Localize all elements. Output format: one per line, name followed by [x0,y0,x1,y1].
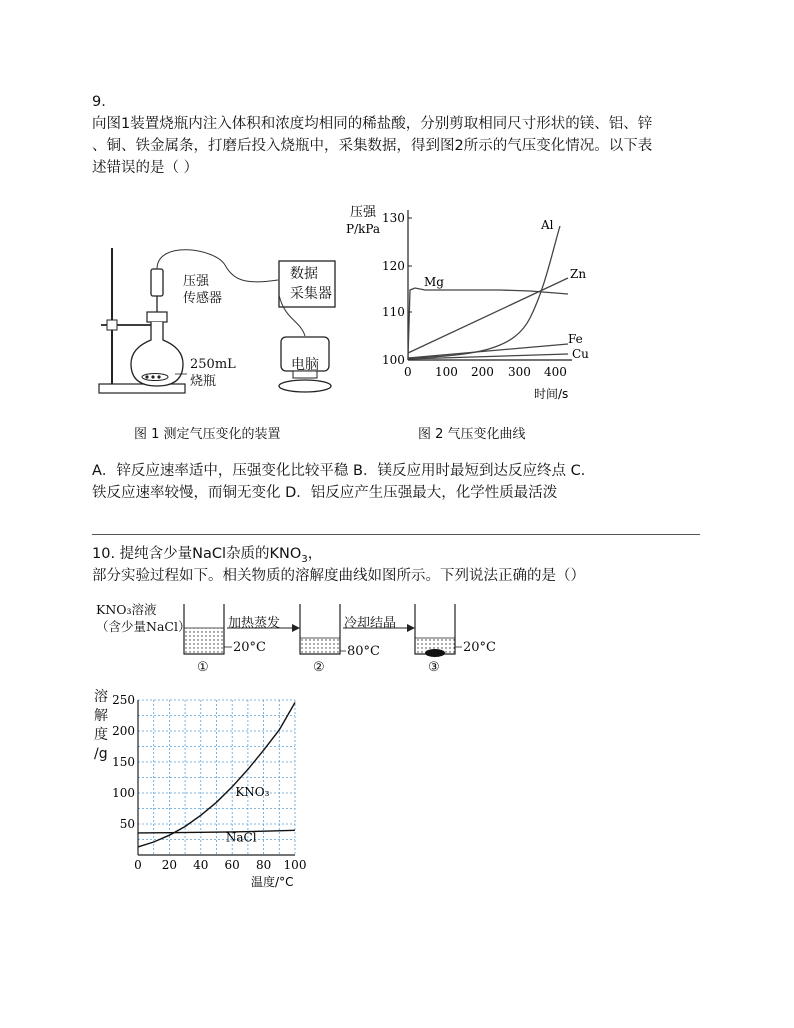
q9-stem-line2: 、铜、铁金属条，打磨后投入烧瓶中，采集数据，得到图2所示的气压变化情况。以下表 [92,138,653,154]
q9-number: 9. [92,94,106,110]
zn-label: Zn [570,267,587,281]
step1-label: 加热蒸发 [228,616,281,631]
series-label-nacl: NaCl [225,830,257,845]
series-label-kno3: KNO₃ [235,785,270,800]
temp1-label: 20°C [233,640,266,655]
cu-label: Cu [572,347,589,361]
solubility-ylabel: 溶 解 度 /g [94,689,108,762]
q9-stem-line3: 述错误的是（ ） [92,160,199,176]
sensor-label [183,273,222,307]
solution-label [96,601,190,635]
q10-stem-suffix: ， [307,546,323,562]
step-num-2: ② [313,660,325,675]
y-tick-label: 50 [119,817,135,831]
temp2-label: 80°C [347,644,380,659]
pressure-ylabel-2: P/kPa [346,222,381,236]
x-axis-label: 温度/°C [251,875,294,889]
x-tick-label: 100 [283,858,307,872]
y-tick-label: 150 [112,755,135,769]
pressure-xtick: 0 [404,365,412,379]
mg-curve [408,288,568,358]
collector-label [290,264,332,304]
q10-stem-line2: 部分实验过程如下。相关物质的溶解度曲线如图所示。下列说法正确的是（） [92,568,585,584]
sensor-label-2: 传感器 [183,291,223,306]
pressure-xtick: 300 [508,365,531,379]
pressure-xtick: 400 [544,365,567,379]
pressure-xtick: 100 [435,365,458,379]
step-num-1: ① [197,660,209,675]
pressure-xlabel: 时间/s [534,387,569,401]
pressure-ytick: 120 [382,259,405,273]
x-tick-label: 40 [193,858,209,872]
pressure-ytick: 130 [382,211,405,225]
al-label: Al [541,218,554,232]
series-line-nacl [138,830,295,833]
zn-curve [408,278,568,353]
fig1-caption: 图 1 测定气压变化的装置 [134,427,281,442]
q10-stem-prefix: 10. 提纯含少量NaCl杂质的KNO [92,546,302,562]
x-tick-label: 0 [134,858,142,872]
step2-label: 冷却结晶 [344,616,397,631]
flask-label [190,356,236,390]
fig2-caption: 图 2 气压变化曲线 [418,427,526,442]
flask-label-1: 250mL [190,357,236,372]
x-tick-label: 80 [255,858,272,872]
y-tick-label: 200 [112,724,135,738]
flask-label-2: 烧瓶 [190,374,217,389]
y-tick-label: 250 [112,693,135,707]
pressure-ylabel-1: 压强 [350,205,377,220]
sensor-label-1: 压强 [183,274,210,289]
q9-options-line2: 铁反应速率较慢，而铜无变化 D．铝反应产生压强最大，化学性质最活泼 [92,485,558,501]
q9-stem-line1: 向图1装置烧瓶内注入体积和浓度均相同的稀盐酸，分别剪取相同尺寸形状的镁、铝、锌 [92,116,653,132]
pressure-ytick: 100 [382,353,405,367]
solution-label-2: （含少量NaCl） [96,619,191,634]
x-tick-label: 20 [161,858,178,872]
fe-label: Fe [568,332,583,346]
question-divider [92,534,700,535]
x-tick-label: 60 [224,858,240,872]
collector-label-1: 数据 [290,266,318,282]
solubility-chart [100,688,330,893]
q9-options-line1: A．锌反应速率适中，压强变化比较平稳 B．镁反应用时最短到达反应终点 C． [92,463,596,479]
y-tick-label: 100 [112,786,135,800]
collector-label-2: 采集器 [290,286,332,302]
mg-label: Mg [424,275,444,289]
step-num-3: ③ [428,660,440,675]
pressure-chart [340,198,600,408]
temp3-label: 20°C [463,640,496,655]
pressure-xtick: 200 [471,365,494,379]
q10-stem-sub: 3 [301,553,308,565]
pressure-ytick: 110 [382,305,405,319]
solution-label-1: KNO₃溶液 [96,602,157,617]
computer-label: 电脑 [291,357,319,373]
